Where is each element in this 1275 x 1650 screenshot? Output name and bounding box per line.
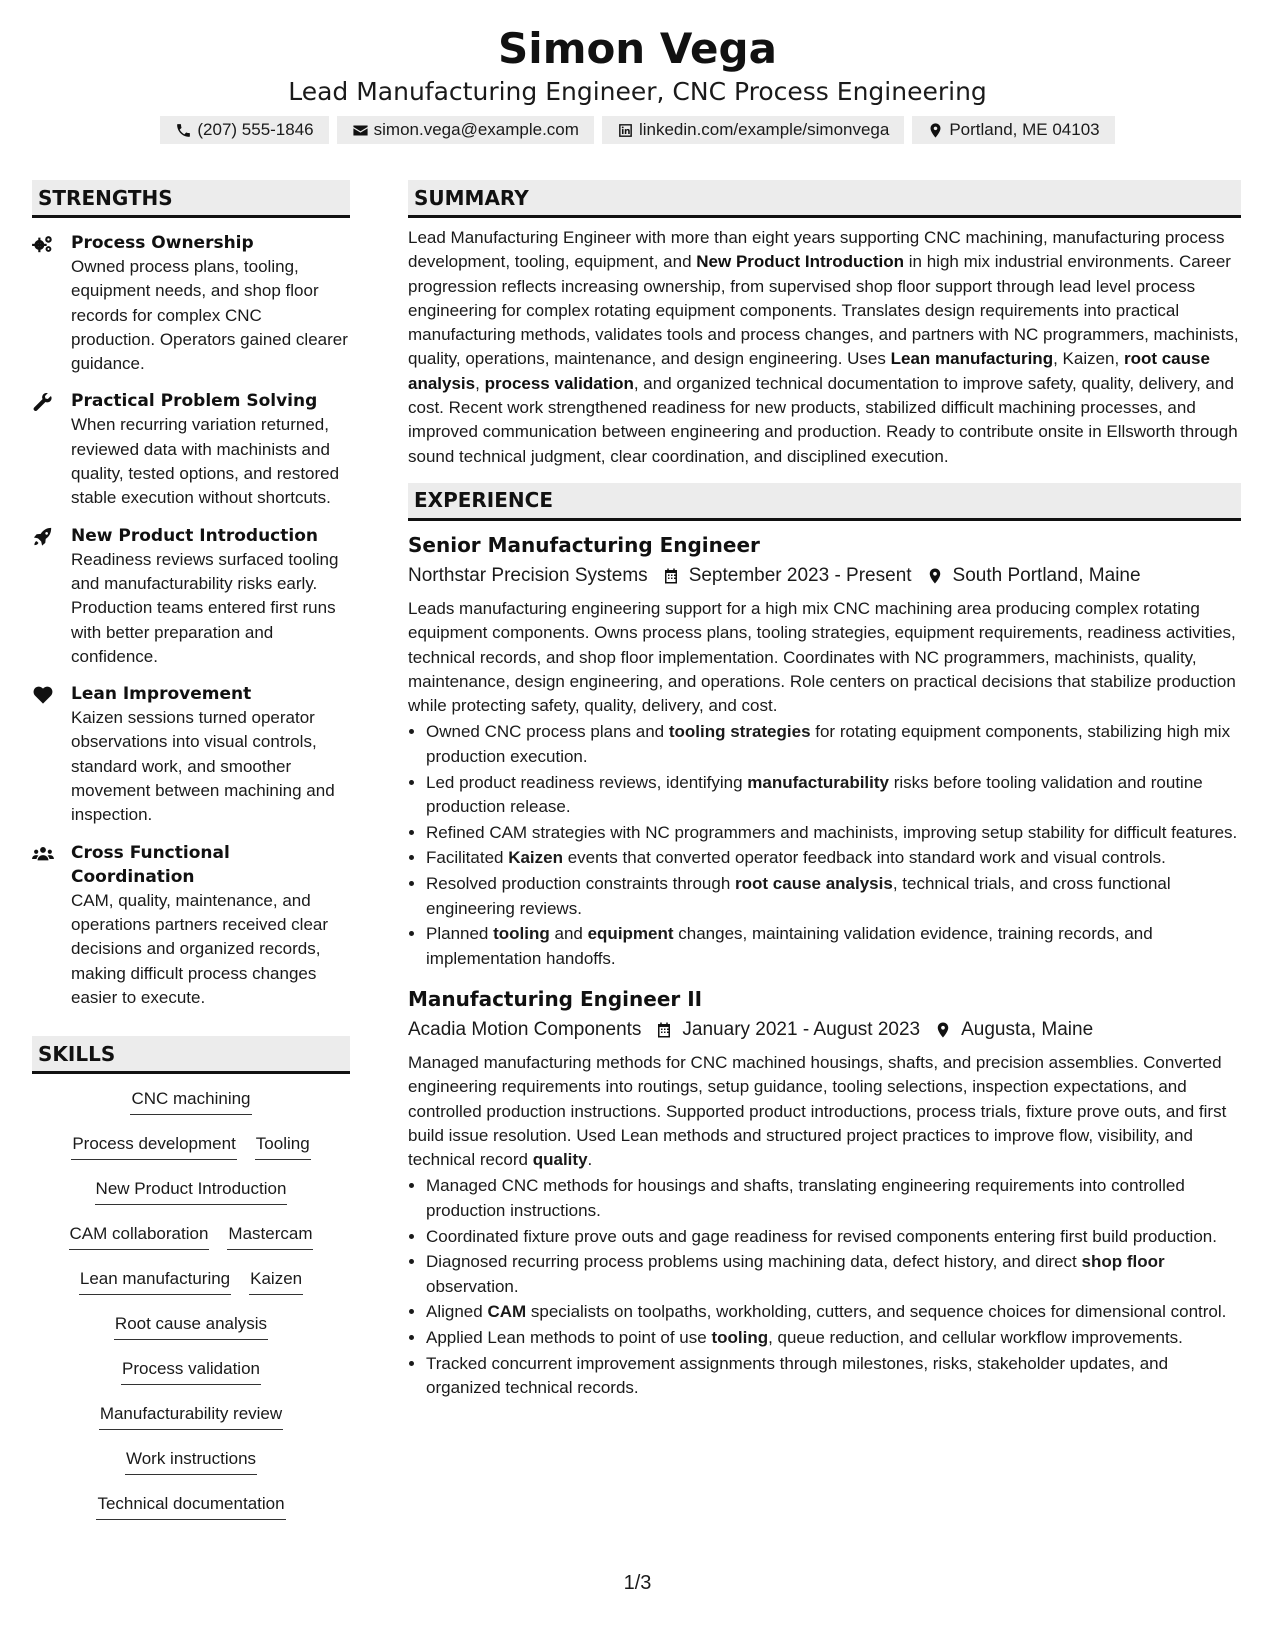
- strength-desc: When recurring variation returned, reviewed data with machinists and quality, tested options, and restored stable execution without shortcuts.: [71, 415, 340, 508]
- contact-location: [912, 116, 1114, 144]
- skill-tag: Kaizen: [249, 1266, 303, 1295]
- envelope-icon: [352, 122, 369, 139]
- skill-row: [32, 1176, 350, 1221]
- skill-row: [32, 1446, 350, 1491]
- bullet-item: • Refined CAM strategies with NC programmers and machinists, improving setup stability for difficult features.: [426, 821, 1241, 845]
- strength-title: Cross Functional Coordination: [71, 842, 230, 887]
- bullet-item: • Diagnosed recurring process problems using machining data, defect history, and direct shop floor observation.: [426, 1250, 1241, 1299]
- job-entry: [408, 531, 1241, 971]
- skill-row: [32, 1491, 350, 1536]
- map-pin-icon: [934, 1021, 952, 1039]
- experience-heading: EXPERIENCE: [408, 483, 1241, 521]
- strength-desc: CAM, quality, maintenance, and operations partners received clear decisions and organized records, making difficult process changes easier to execute.: [71, 890, 329, 1007]
- job-company: Northstar Precision Systems: [408, 564, 648, 586]
- contact-phone-text: (207) 555-1846: [197, 120, 314, 139]
- strength-desc: Owned process plans, tooling, equipment needs, and shop floor records for complex CNC production. Operators gained clearer guidance.: [71, 257, 348, 374]
- map-pin-icon: [926, 567, 944, 585]
- job-meta: [408, 561, 1241, 591]
- strength-desc: Readiness reviews surfaced tooling and manufacturability risks early. Production teams entered first runs with better preparation and confidence.: [71, 549, 339, 666]
- skill-tag: Mastercam: [227, 1221, 313, 1250]
- skill-tag: CNC machining: [130, 1086, 251, 1115]
- experience-list: [408, 531, 1241, 1401]
- skill-tag: Work instructions: [125, 1446, 257, 1475]
- job-location: Augusta, Maine: [961, 1018, 1094, 1040]
- skill-row: [32, 1311, 350, 1356]
- job-bullets: [408, 1174, 1241, 1400]
- job-dates: September 2023 - Present: [688, 564, 912, 586]
- gears-icon: [32, 234, 54, 254]
- calendar-icon: [662, 567, 680, 585]
- bullet-item: • Managed CNC methods for housings and shafts, translating engineering requirements into controlled production instructions.: [426, 1174, 1241, 1223]
- wrench-icon: [32, 392, 54, 412]
- skill-row: [32, 1086, 350, 1131]
- rocket-icon: [32, 527, 54, 547]
- skill-tag: Tooling: [255, 1131, 311, 1160]
- summary-text: Lead Manufacturing Engineer with more than eight years supporting CNC machining, manufacturing process development, tooling, equipment, and New Product Introduction in high mix industrial environments. Career progression reflects increasing ownership, from supervised shop floor support through lead level process engineering for complex rotating equipment components. Translates design requirements into practical manufacturing methods, validates tools and process changes, and partners with NC programmers, machinists, quality, operations, maintenance, and design engineering. Uses Lean manufacturing, Kaizen, root cause analysis, process validation, and organized technical documentation to improve safety, quality, delivery, and cost. Recent work strengthened readiness for new products, stabilized difficult machining processes, and improved communication between engineering and production. Ready to contribute onsite in Ellsworth through sound technical judgment, clear coordination, and disciplined execution.: [408, 228, 1239, 466]
- job-meta: [408, 1015, 1241, 1045]
- contact-location-text: Portland, ME 04103: [949, 120, 1100, 139]
- right-column: [408, 180, 1241, 1402]
- map-pin-icon: [927, 122, 944, 139]
- phone-icon: [175, 122, 192, 139]
- contact-email-text[interactable]: simon.vega@example.com: [373, 120, 579, 139]
- skills-heading: SKILLS: [32, 1036, 350, 1074]
- skill-row: [32, 1131, 350, 1176]
- strength-item: [32, 841, 350, 1010]
- bullet-item: • Resolved production constraints through root cause analysis, technical trials, and cross functional engineering reviews.: [426, 872, 1241, 921]
- skill-row: [32, 1356, 350, 1401]
- linkedin-icon: [617, 122, 634, 139]
- strength-item: [32, 231, 350, 376]
- resume-header: [0, 22, 1275, 144]
- job-title: Senior Manufacturing Engineer: [408, 532, 760, 557]
- skill-tag: Technical documentation: [96, 1491, 285, 1520]
- summary-heading: SUMMARY: [408, 180, 1241, 218]
- strength-desc: Kaizen sessions turned operator observations into visual controls, standard work, and smoother movement between machining and inspection.: [71, 708, 335, 825]
- job-title: Manufacturing Engineer II: [408, 986, 703, 1011]
- strength-title: Practical Problem Solving: [71, 391, 318, 412]
- skill-row: [32, 1221, 350, 1266]
- job-desc: Managed manufacturing methods for CNC machined housings, shafts, and precision assemblies. Converted engineering requirements into routings, setup guidance, tooling selections, inspection expectations, and controlled production instructions. Supported product introductions, process trials, fixture prove outs, and first build issue resolution. Used Lean methods and structured project practices to improve flow, visibility, and technical record quality.: [408, 1052, 1227, 1170]
- skill-row: [32, 1401, 350, 1446]
- left-column: [32, 180, 350, 1536]
- candidate-name: Simon Vega: [498, 24, 777, 73]
- bullet-item: • Facilitated Kaizen events that converted operator feedback into standard work and visual controls.: [426, 846, 1241, 870]
- heart-icon: [32, 685, 54, 705]
- calendar-icon: [655, 1021, 673, 1039]
- bullet-item: • Led product readiness reviews, identifying manufacturability risks before tooling validation and routine production release.: [426, 771, 1241, 820]
- skill-tag: Process development: [71, 1131, 236, 1160]
- strength-title: Process Ownership: [71, 233, 254, 253]
- skill-tag: New Product Introduction: [95, 1176, 288, 1205]
- bullet-item: • Coordinated fixture prove outs and gage readiness for revised components entering first build production.: [426, 1225, 1241, 1249]
- skill-tag: Process validation: [121, 1356, 261, 1385]
- job-company: Acadia Motion Components: [408, 1018, 642, 1040]
- strength-item: [32, 524, 350, 669]
- strength-title: New Product Introduction: [71, 525, 318, 546]
- job-location: South Portland, Maine: [952, 564, 1141, 586]
- job-bullets: [408, 720, 1241, 970]
- skill-tag: Lean manufacturing: [79, 1266, 231, 1295]
- skill-row: [32, 1266, 350, 1311]
- users-icon: [32, 844, 54, 864]
- bullet-item: • Owned CNC process plans and tooling strategies for rotating equipment components, stabilizing high mix production execution.: [426, 720, 1241, 769]
- candidate-title: Lead Manufacturing Engineer, CNC Process Engineering: [288, 77, 987, 106]
- bullet-item: • Tracked concurrent improvement assignments through milestones, risks, stakeholder updates, and organized technical records.: [426, 1352, 1241, 1401]
- skill-tag: Root cause analysis: [114, 1311, 268, 1340]
- strengths-heading: STRENGTHS: [32, 180, 350, 218]
- contact-linkedin-text[interactable]: linkedin.com/example/simonvega: [638, 120, 890, 139]
- contact-bar: [0, 116, 1275, 144]
- bullet-item: • Planned tooling and equipment changes, maintaining validation evidence, training records, and implementation handoffs.: [426, 922, 1241, 971]
- strength-item: [32, 389, 350, 510]
- job-dates: January 2021 - August 2023: [682, 1018, 921, 1040]
- strength-item: [32, 682, 350, 827]
- job-desc: Leads manufacturing engineering support for a high mix CNC machining area producing complex rotating equipment components. Owns process plans, tooling strategies, equipment requirements, readiness activities, technical records, and shop floor implementation. Coordinates with NC programmers, machinists, quality, maintenance, design engineering, and operations. Role centers on practical decisions that stabilize production while protecting safety, quality, delivery, and cost.: [408, 598, 1236, 716]
- bullet-item: • Applied Lean methods to point of use tooling, queue reduction, and cellular workflow improvements.: [426, 1326, 1241, 1350]
- skill-tag: Manufacturability review: [99, 1401, 283, 1430]
- skills-list: [32, 1086, 350, 1536]
- strength-title: Lean Improvement: [71, 684, 252, 705]
- contact-email[interactable]: [337, 116, 594, 144]
- job-entry: [408, 985, 1241, 1401]
- page-number: 1/3: [623, 1572, 652, 1594]
- skill-tag: CAM collaboration: [69, 1221, 210, 1250]
- contact-phone: [160, 116, 328, 144]
- contact-linkedin[interactable]: [602, 116, 904, 144]
- bullet-item: • Aligned CAM specialists on toolpaths, workholding, cutters, and sequence choices for dimensional control.: [426, 1300, 1241, 1324]
